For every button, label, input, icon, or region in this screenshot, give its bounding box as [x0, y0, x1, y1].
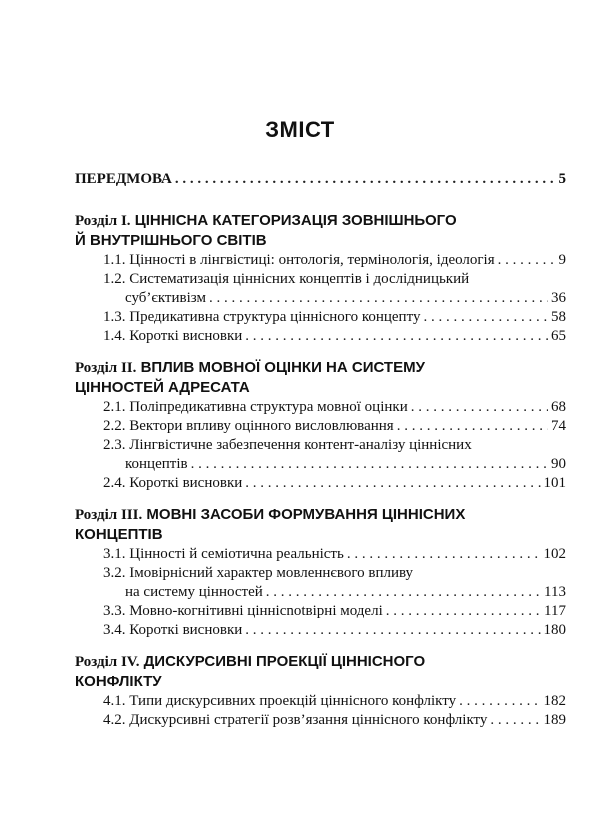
toc-entry-section[interactable] [103, 398, 566, 417]
section-label [103, 692, 456, 711]
chapter-number: Розділ І. [75, 213, 131, 229]
leader-dots [490, 711, 540, 730]
section-title-continued: на систему цінностей [125, 584, 263, 600]
toc-page-number: 117 [544, 603, 566, 619]
leader-dots [245, 474, 540, 493]
chapter-title-line2: Й ВНУТРІШНЬОГО СВІТІВ [75, 232, 267, 249]
chapter-block [75, 211, 566, 346]
leader-dots [191, 455, 548, 474]
toc-entry-section[interactable] [103, 564, 566, 602]
toc-entry-section[interactable] [103, 711, 566, 730]
chapter-list [75, 211, 566, 730]
section-number: 3.1. [103, 546, 126, 562]
section-title: Цінності й семіотична реальність [129, 546, 344, 562]
section-label [103, 398, 408, 417]
section-line1 [103, 436, 566, 455]
section-label [103, 621, 242, 640]
section-number: 2.4. [103, 475, 126, 491]
section-number: 2.1. [103, 399, 126, 415]
toc-entry-section[interactable] [103, 545, 566, 564]
toc-entry-section[interactable] [103, 327, 566, 346]
toc-entry-section[interactable] [103, 417, 566, 436]
chapter-number: Розділ IV. [75, 654, 140, 670]
section-label [103, 602, 383, 621]
chapter-title-line2: ЦІННОСТЕЙ АДРЕСАТА [75, 379, 250, 396]
toc-page-number: 36 [551, 290, 566, 306]
toc-entry-section[interactable] [103, 251, 566, 270]
section-list [75, 398, 566, 493]
section-title: Систематизація ціннісних концептів і дослідницький [129, 271, 470, 287]
toc-page-number: 180 [543, 622, 566, 638]
section-label [103, 251, 495, 270]
section-label [103, 474, 242, 493]
section-line2 [103, 289, 566, 308]
section-number: 3.3. [103, 603, 126, 619]
section-label [103, 308, 420, 327]
leader-dots [209, 289, 548, 308]
toc-page-number: 58 [551, 309, 566, 325]
section-number: 3.4. [103, 622, 126, 638]
toc-entry-section[interactable] [103, 621, 566, 640]
section-label [103, 327, 242, 346]
chapter-number: Розділ ІІІ. [75, 507, 143, 523]
leader-dots [245, 327, 548, 346]
leader-dots [175, 170, 556, 189]
section-number: 4.1. [103, 693, 126, 709]
chapter-title-line1: ВПЛИВ МОВНОЇ ОЦІНКИ НА СИСТЕМУ [140, 359, 425, 376]
section-label [103, 711, 487, 730]
section-title: Цінності в лінгвістиці: онтологія, термінологія, ідеологія [129, 252, 495, 268]
section-title: Поліпредикативна структура мовної оцінки [129, 399, 408, 415]
leader-dots [411, 398, 548, 417]
section-number: 1.1. [103, 252, 126, 268]
chapter-heading[interactable] [75, 505, 566, 544]
section-number: 2.3. [103, 437, 126, 453]
chapter-title-line1: ЦІННІСНА КАТЕГОРИЗАЦІЯ ЗОВНІШНЬОГО [134, 212, 457, 229]
toc-entry-section[interactable] [103, 474, 566, 493]
leader-dots [397, 417, 548, 436]
section-title: Імовірнісний характер мовленнєвого впливу [129, 565, 414, 581]
toc-entry-preface[interactable] [75, 170, 566, 189]
toc-page-number: 90 [551, 456, 566, 472]
section-number: 2.2. [103, 418, 126, 434]
toc-page-number: 65 [551, 328, 566, 344]
leader-dots [245, 621, 540, 640]
chapter-heading[interactable] [75, 358, 566, 397]
section-line1 [103, 270, 566, 289]
section-title: Предикативна структура ціннісного концепту [129, 309, 421, 325]
chapter-heading[interactable] [75, 652, 566, 691]
section-title: Мовно-когнітивні ціннісnotвірні моделі [129, 603, 383, 619]
section-title: Короткі висновки [129, 328, 243, 344]
section-line2 [103, 583, 566, 602]
leader-dots [386, 602, 541, 621]
section-list [75, 251, 566, 346]
section-list [75, 545, 566, 640]
table-of-contents [75, 170, 566, 742]
leader-dots [459, 692, 540, 711]
section-title: Короткі висновки [129, 622, 243, 638]
toc-entry-section[interactable] [103, 270, 566, 308]
toc-entry-label: ПЕРЕДМОВА [75, 171, 172, 187]
toc-page-number: 101 [543, 475, 566, 491]
toc-page-number: 68 [551, 399, 566, 415]
chapter-number: Розділ ІІ. [75, 360, 137, 376]
chapter-title-line2: КОНФЛІКТУ [75, 673, 162, 690]
toc-entry-section[interactable] [103, 692, 566, 711]
toc-page-number: 5 [558, 171, 566, 187]
toc-page-number: 102 [543, 546, 566, 562]
page-title: ЗМІСТ [265, 117, 335, 142]
toc-page-number: 9 [558, 252, 566, 268]
toc-page-number: 74 [551, 418, 566, 434]
section-title: Короткі висновки [129, 475, 243, 491]
section-title: Дискурсивні стратегії розв’язання ціннісного конфлікту [129, 712, 488, 728]
section-label [103, 545, 344, 564]
section-title: Типи дискурсивних проекцій ціннісного конфлікту [129, 693, 457, 709]
section-title-continued: концептів [125, 456, 188, 472]
section-number: 1.4. [103, 328, 126, 344]
chapter-block [75, 652, 566, 730]
toc-page-number: 113 [544, 584, 566, 600]
chapter-title-line1: МОВНІ ЗАСОБИ ФОРМУВАННЯ ЦІННІСНИХ [146, 506, 466, 523]
toc-entry-section[interactable] [103, 436, 566, 474]
chapter-title-line2: КОНЦЕПТІВ [75, 526, 163, 543]
section-number: 4.2. [103, 712, 126, 728]
section-number: 1.3. [103, 309, 126, 325]
section-line2 [103, 455, 566, 474]
leader-dots [266, 583, 541, 602]
toc-page-number: 182 [543, 693, 566, 709]
chapter-title-line1: ДИСКУРСИВНІ ПРОЕКЦІЇ ЦІННІСНОГО [143, 653, 426, 670]
leader-dots [347, 545, 541, 564]
section-number: 1.2. [103, 271, 126, 287]
leader-dots [423, 308, 548, 327]
section-title-continued: суб’єктивізм [125, 290, 206, 306]
section-title: Вектори впливу оцінного висловлювання [129, 418, 394, 434]
toc-page-number: 189 [543, 712, 566, 728]
section-line1 [103, 564, 566, 583]
section-number: 3.2. [103, 565, 126, 581]
toc-entry-section[interactable] [103, 308, 566, 327]
section-title: Лінгвістичне забезпечення контент-аналізу ціннісних [129, 437, 472, 453]
section-list [75, 692, 566, 730]
chapter-block [75, 358, 566, 493]
toc-entry-section[interactable] [103, 602, 566, 621]
chapter-block [75, 505, 566, 640]
section-label [103, 417, 394, 436]
leader-dots [498, 251, 556, 270]
chapter-heading[interactable] [75, 211, 566, 250]
